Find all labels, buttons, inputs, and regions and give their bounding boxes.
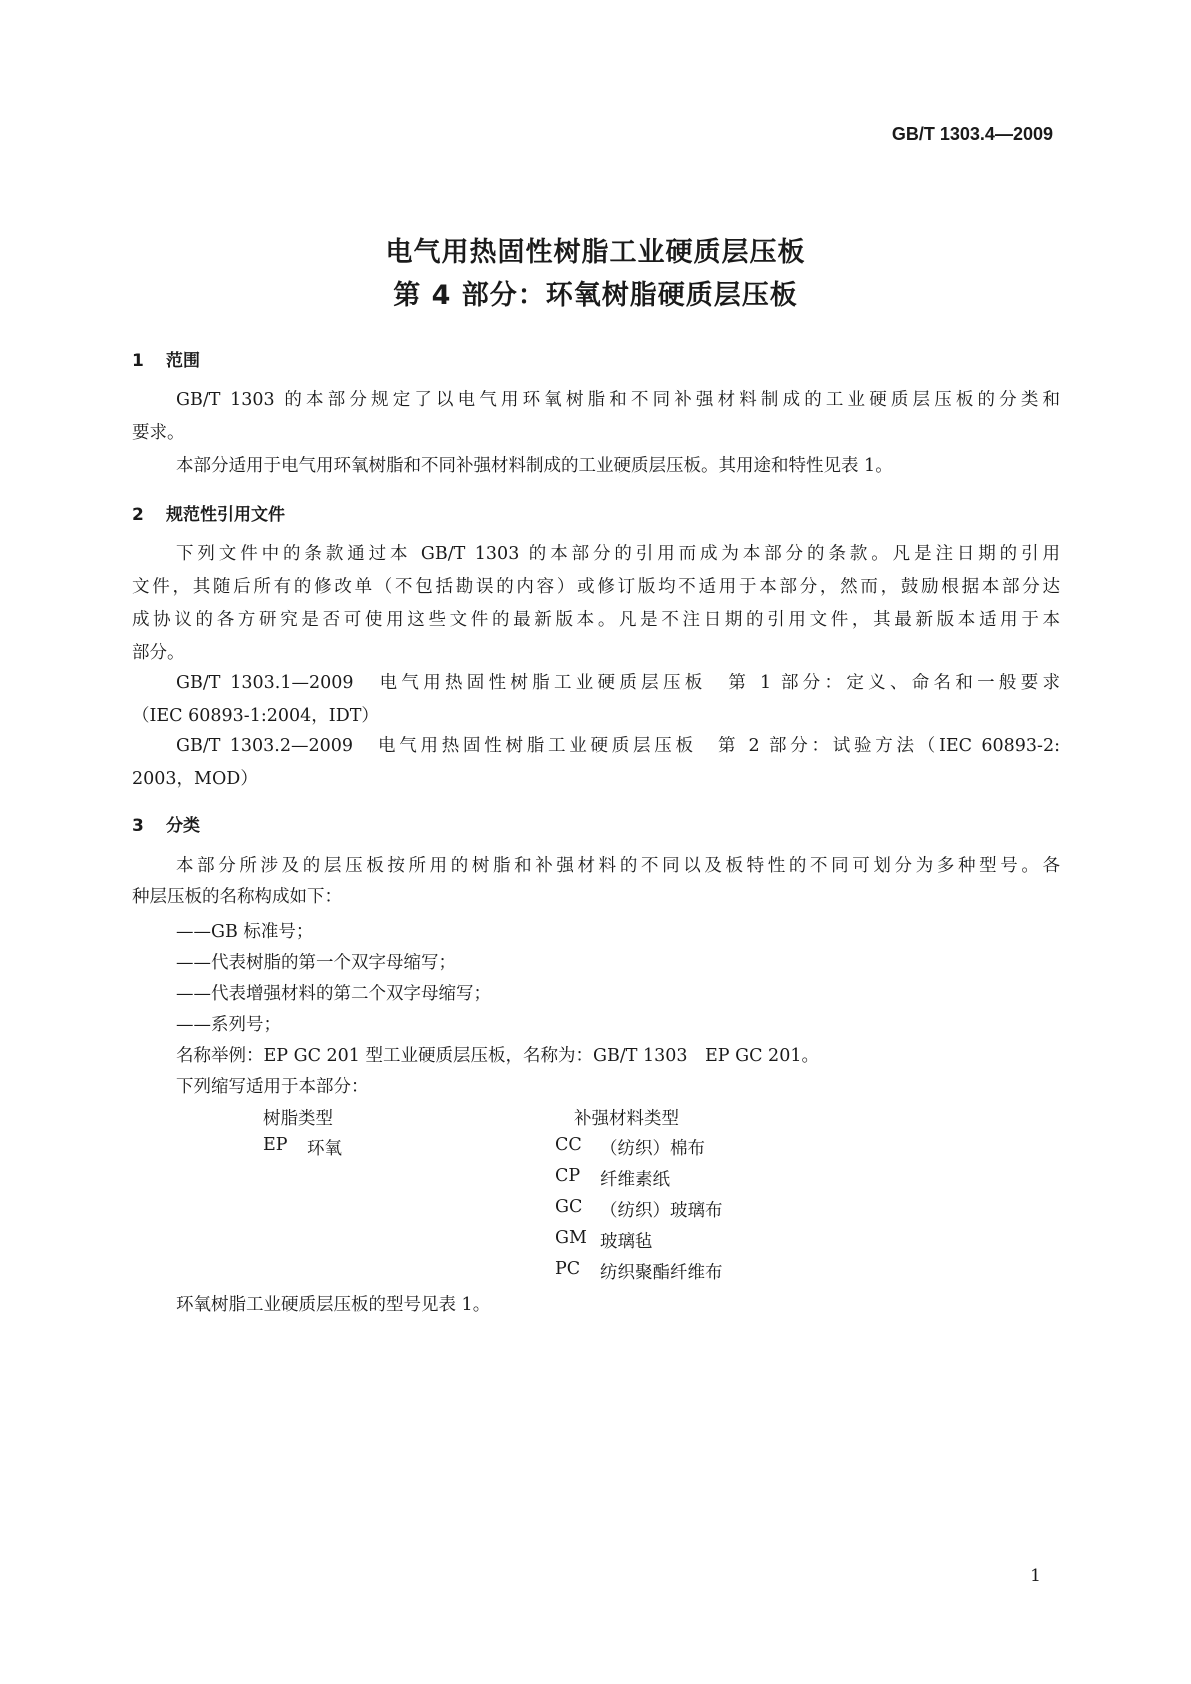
section-number: 3 (132, 816, 144, 836)
standard-code: GB/T 1303.4—2009 (891, 124, 1053, 144)
resin-type-header: 树脂类型 (263, 1109, 333, 1129)
paragraph-continuation: 要求。 (132, 423, 185, 443)
paragraph-continuation: 部分。 (132, 643, 185, 663)
reinforcement-code: GC (555, 1197, 583, 1217)
section-number: 2 (132, 505, 144, 525)
paragraph-continuation: 文件，其随后所有的修改单（不包括勘误的内容）或修订版均不适用于本部分，然而，鼓励根据本部分达 (132, 577, 1060, 597)
list-item: ——代表树脂的第一个双字母缩写； (176, 953, 456, 973)
reinforcement-name: 纤维素纸 (600, 1170, 670, 1190)
abbreviation-intro: 下列缩写适用于本部分： (176, 1077, 369, 1097)
section-title: 分类 (166, 816, 200, 836)
section-3-heading (132, 811, 200, 836)
paragraph: 本部分适用于电气用环氧树脂和不同补强材料制成的工业硬质层压板。其用途和特性见表 1。 (176, 456, 893, 476)
paragraph: 下列文件中的条款通过本 GB/T 1303 的本部分的引用而成为本部分的条款。凡是注日期的引用 (176, 544, 1060, 564)
reinforcement-type-header: 补强材料类型 (574, 1109, 679, 1129)
paragraph-continuation: 成协议的各方研究是否可使用这些文件的最新版本。凡是不注日期的引用文件，其最新版本适用于本 (132, 610, 1060, 630)
designation-example: 名称举例：EP GC 201 型工业硬质层压板，名称为：GB/T 1303 EP GC 201。 (176, 1046, 819, 1066)
section-title: 范围 (166, 351, 200, 371)
section-2-heading (132, 500, 285, 525)
reinforcement-code: CC (555, 1135, 582, 1155)
page-number: 1 (1030, 1566, 1041, 1586)
reinforcement-code: PC (555, 1259, 581, 1279)
normative-reference-1-cont: （IEC 60893-1:2004，IDT） (132, 706, 379, 726)
reinforcement-name: （纺织）棉布 (600, 1139, 705, 1159)
resin-code: EP (263, 1135, 288, 1155)
reinforcement-name: （纺织）玻璃布 (600, 1201, 723, 1221)
resin-name: 环氧 (307, 1139, 342, 1159)
paragraph: 本部分所涉及的层压板按所用的树脂和补强材料的不同以及板特性的不同可划分为多种型号。各 (176, 856, 1060, 876)
list-item: ——GB 标准号； (176, 922, 314, 942)
paragraph: GB/T 1303 的本部分规定了以电气用环氧树脂和不同补强材料制成的工业硬质层压板的分类和 (176, 390, 1060, 410)
list-item: ——系列号； (176, 1015, 281, 1035)
section-number: 1 (132, 351, 144, 371)
section-1-heading (132, 346, 200, 371)
normative-reference-2: GB/T 1303.2—2009 电气用热固性树脂工业硬质层压板 第 2 部分：试验方法（IEC 60893-2: (176, 736, 1060, 756)
document-subtitle: 第 4 部分：环氧树脂硬质层压板 (393, 280, 798, 311)
normative-reference-1: GB/T 1303.1—2009 电气用热固性树脂工业硬质层压板 第 1 部分：定义、命名和一般要求 (176, 673, 1060, 693)
reinforcement-name: 纺织聚酯纤维布 (600, 1263, 723, 1283)
list-item: ——代表增强材料的第二个双字母缩写； (176, 984, 491, 1004)
reinforcement-name: 玻璃毡 (600, 1232, 653, 1252)
reinforcement-code: GM (555, 1228, 587, 1248)
closing-sentence: 环氧树脂工业硬质层压板的型号见表 1。 (176, 1295, 491, 1315)
paragraph-continuation: 种层压板的名称构成如下： (132, 887, 342, 907)
document-title: 电气用热固性树脂工业硬质层压板 (385, 237, 806, 268)
section-title: 规范性引用文件 (166, 505, 285, 525)
normative-reference-2-cont: 2003，MOD） (132, 769, 258, 789)
reinforcement-code: CP (555, 1166, 581, 1186)
